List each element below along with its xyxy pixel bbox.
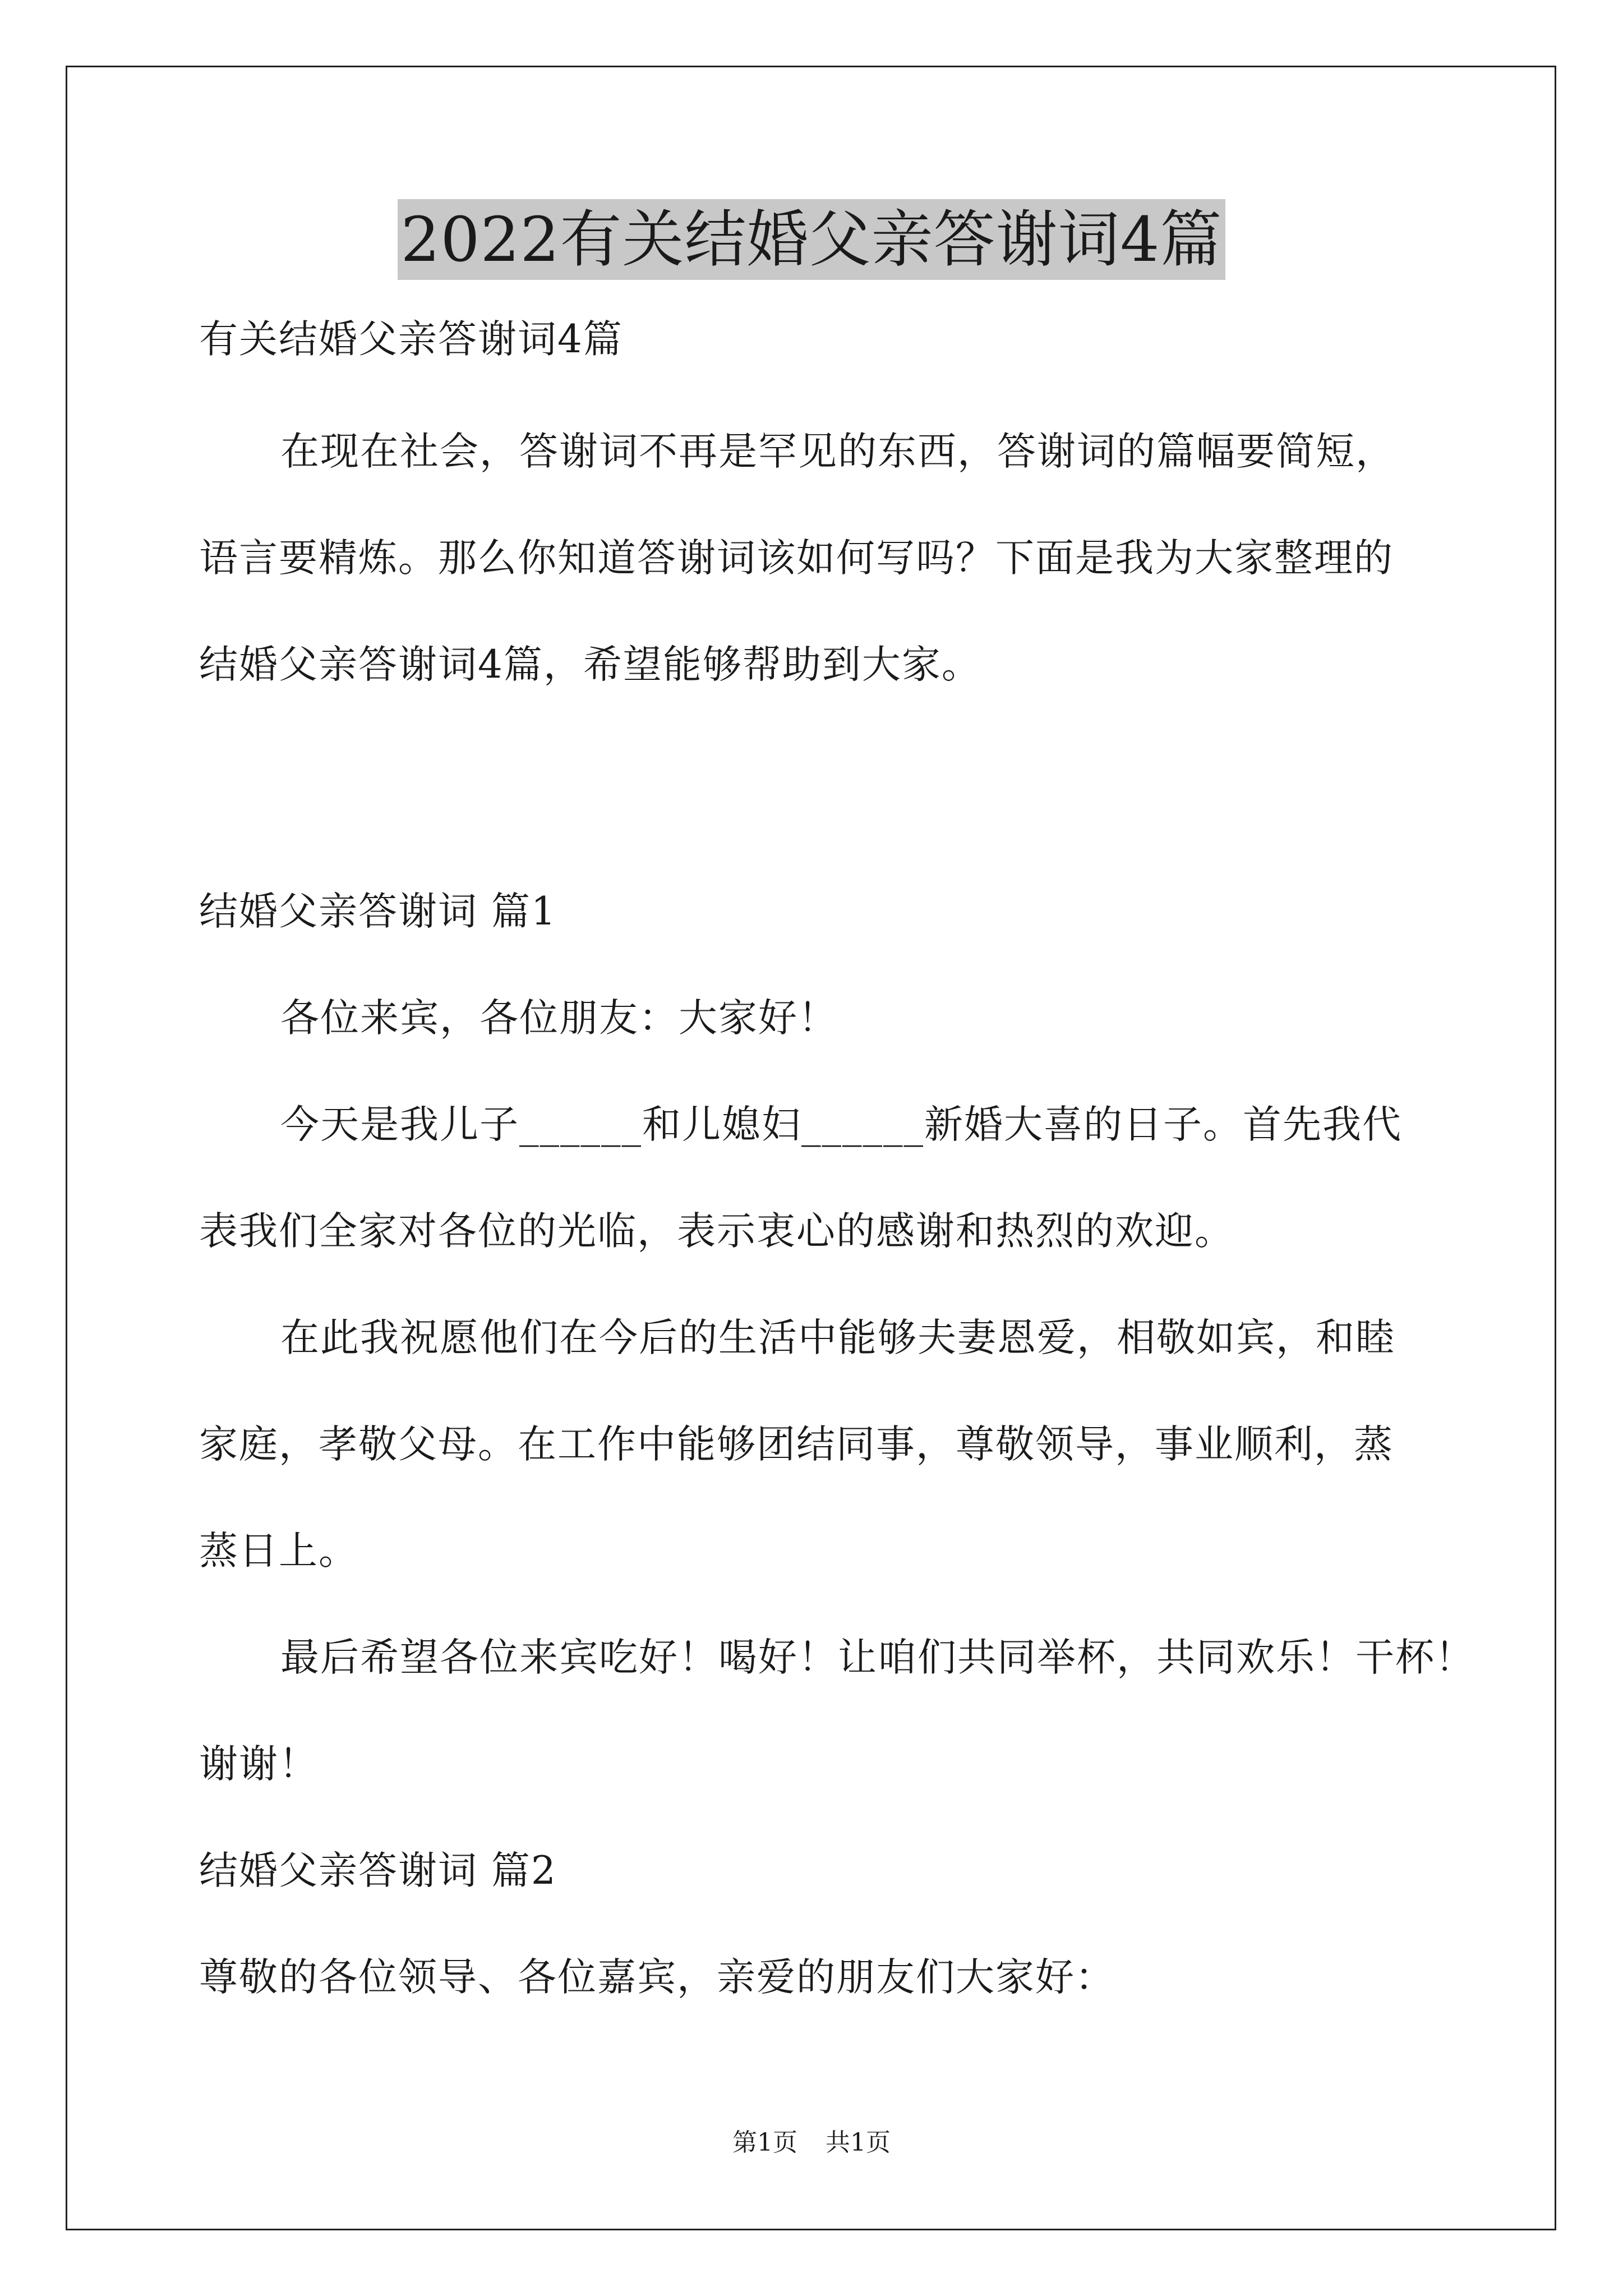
section-heading: 结婚父亲答谢词 篇1 (199, 889, 557, 934)
body-line: 语言要精炼。那么你知道答谢词该如何写吗？下面是我为大家整理的 (199, 536, 1394, 581)
body-line: 表我们全家对各位的光临，表示衷心的感谢和热烈的欢迎。 (199, 1209, 1234, 1254)
document-title: 2022有关结婚父亲答谢词4篇 (398, 199, 1226, 280)
title-container (0, 199, 1623, 280)
body-line: 今天是我儿子______和儿媳妇______新婚大喜的日子。首先我代 (280, 1102, 1402, 1147)
body-line: 谢谢！ (199, 1742, 319, 1787)
body-line: 最后希望各位来宾吃好！喝好！让咱们共同举杯，共同欢乐！干杯！ (280, 1635, 1475, 1680)
section-heading: 结婚父亲答谢词 篇2 (199, 1848, 557, 1893)
body-line: 各位来宾，各位朋友：大家好！ (280, 996, 838, 1041)
subtitle-line: 有关结婚父亲答谢词4篇 (199, 317, 623, 362)
page-number-current: 第1页 (732, 2128, 797, 2157)
body-line: 在此我祝愿他们在今后的生活中能够夫妻恩爱，相敬如宾，和睦 (280, 1315, 1395, 1360)
body-line: 在现在社会，答谢词不再是罕见的东西，答谢词的篇幅要简短， (280, 429, 1395, 474)
body-line: 结婚父亲答谢词4篇，希望能够帮助到大家。 (199, 642, 981, 687)
page-footer (0, 2126, 1623, 2160)
body-line: 蒸日上。 (199, 1529, 358, 1573)
body-line: 家庭，孝敬父母。在工作中能够团结同事，尊敬领导，事业顺利，蒸 (199, 1422, 1394, 1467)
body-line: 尊敬的各位领导、各位嘉宾，亲爱的朋友们大家好： (199, 1955, 1115, 2000)
page-number-total: 共1页 (826, 2128, 891, 2157)
